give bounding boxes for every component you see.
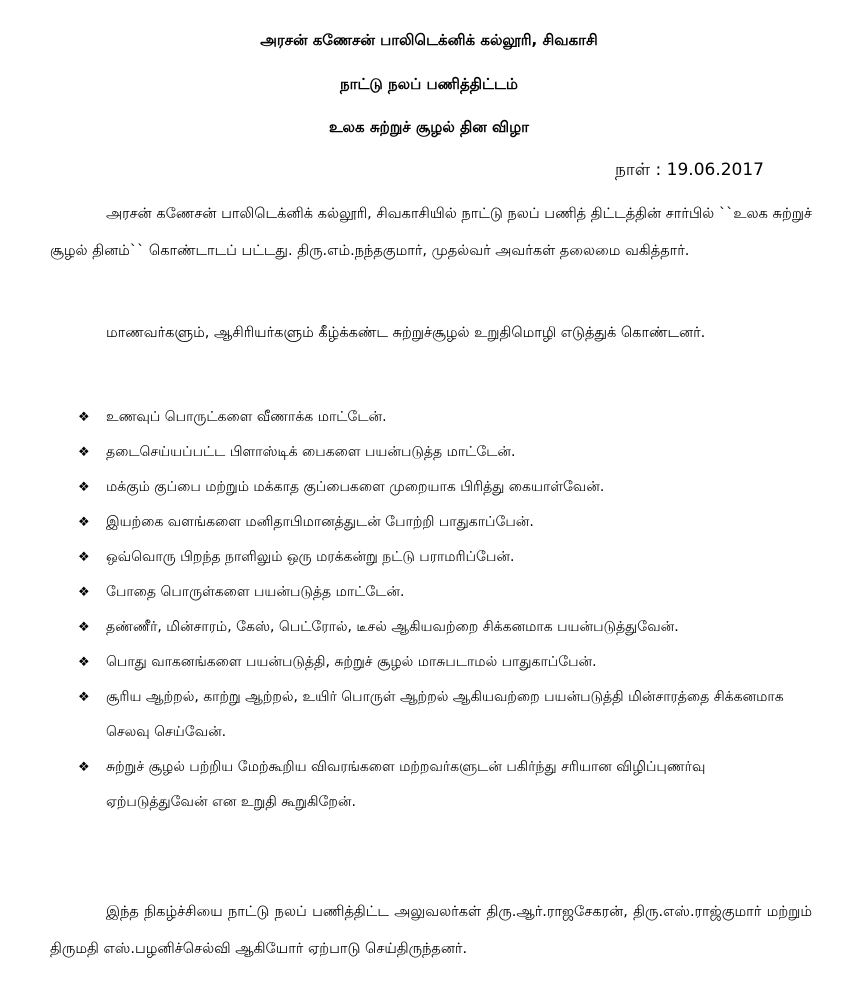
date-line: நாள் : 19.06.2017 — [615, 160, 764, 180]
pledge-text: பொது வாகனங்களை பயன்படுத்தி, சுற்றுச் சூழல் மாசுபடாமல் பாதுகாப்பேன். — [106, 654, 597, 670]
diamond-bullet-icon: ❖ — [78, 550, 90, 565]
diamond-bullet-icon: ❖ — [78, 760, 90, 775]
diamond-bullet-icon: ❖ — [78, 445, 90, 460]
list-item — [78, 540, 798, 575]
diamond-bullet-icon: ❖ — [78, 620, 90, 635]
pledge-text: தடைசெய்யப்பட்ட பிளாஸ்டிக் பைகளை பயன்படுத்த மாட்டேன். — [106, 444, 516, 460]
list-item — [78, 645, 798, 680]
pledge-text: ஒவ்வொரு பிறந்த நாளிலும் ஒரு மரக்கன்று நட்டு பராமரிப்பேன். — [106, 549, 515, 565]
event-title: உலக சுற்றுச் சூழல் தின விழா — [328, 118, 530, 136]
pledge-text: சுற்றுச் சூழல் பற்றிய மேற்கூறிய விவரங்களை மற்றவர்களுடன் பகிர்ந்து சரியான விழிப்புணர்வு ஏற்படுத்துவேன் என உறுதி கூறுகிறேன். — [106, 759, 706, 810]
program-title: நாட்டு நலப் பணித்திட்டம் — [340, 75, 518, 93]
pledge-text: தண்ணீர், மின்சாரம், கேஸ், பெட்ரோல், டீசல் ஆகியவற்றை சிக்கனமாக பயன்படுத்துவேன். — [106, 619, 679, 635]
intro-paragraph: அரசன் கணேசன் பாலிடெக்னிக் கல்லூரி, சிவகாசியில் நாட்டு நலப் பணித் திட்டத்தின் சார்பில் ``உலக சுற்றுச் சூழல் தினம்`` கொண்டாடப் பட்டது. திரு.எம்.நந்தகுமார், முதல்வர் அவர்கள் தலைமை வகித்தார். — [50, 206, 812, 259]
list-item — [78, 610, 798, 645]
closing-paragraph: இந்த நிகழ்ச்சியை நாட்டு நலப் பணித்திட்ட அலுவலர்கள் திரு.ஆர்.ராஜசேகரன், திரு.எஸ்.ராஜ்குமார் மற்றும் திருமதி எஸ்.பழனிச்செல்வி ஆகியோர் ஏற்பாடு செய்திருந்தனர். — [50, 904, 812, 957]
list-item — [78, 400, 798, 435]
pledge-list — [78, 400, 798, 820]
pledge-text: போதை பொருள்களை பயன்படுத்த மாட்டேன். — [106, 584, 405, 600]
pledge-intro-paragraph: மாணவர்களும், ஆசிரியர்களும் கீழ்க்கண்ட சுற்றுச்சூழல் உறுதிமொழி எடுத்துக் கொண்டனர். — [106, 325, 706, 341]
pledge-text: மக்கும் குப்பை மற்றும் மக்காத குப்பைகளை முறையாக பிரித்து கையாள்வேன். — [106, 479, 605, 495]
diamond-bullet-icon: ❖ — [78, 655, 90, 670]
diamond-bullet-icon: ❖ — [78, 480, 90, 495]
diamond-bullet-icon: ❖ — [78, 690, 90, 705]
diamond-bullet-icon: ❖ — [78, 410, 90, 425]
institution-title: அரசன் கணேசன் பாலிடெக்னிக் கல்லூரி, சிவகாசி — [260, 31, 598, 49]
pledge-text: இயற்கை வளங்களை மனிதாபிமானத்துடன் போற்றி பாதுகாப்பேன். — [106, 514, 534, 530]
diamond-bullet-icon: ❖ — [78, 585, 90, 600]
diamond-bullet-icon: ❖ — [78, 515, 90, 530]
pledge-text: உணவுப் பொருட்களை வீணாக்க மாட்டேன். — [106, 409, 387, 425]
list-item — [78, 680, 798, 750]
pledge-text: சூரிய ஆற்றல், காற்று ஆற்றல், உயிர் பொருள் ஆற்றல் ஆகியவற்றை பயன்படுத்தி மின்சாரத்தை சிக்கனமாக செலவு செய்வேன். — [106, 689, 784, 740]
list-item — [78, 505, 798, 540]
list-item — [78, 575, 798, 610]
list-item — [78, 750, 798, 820]
list-item — [78, 470, 798, 505]
list-item — [78, 435, 798, 470]
